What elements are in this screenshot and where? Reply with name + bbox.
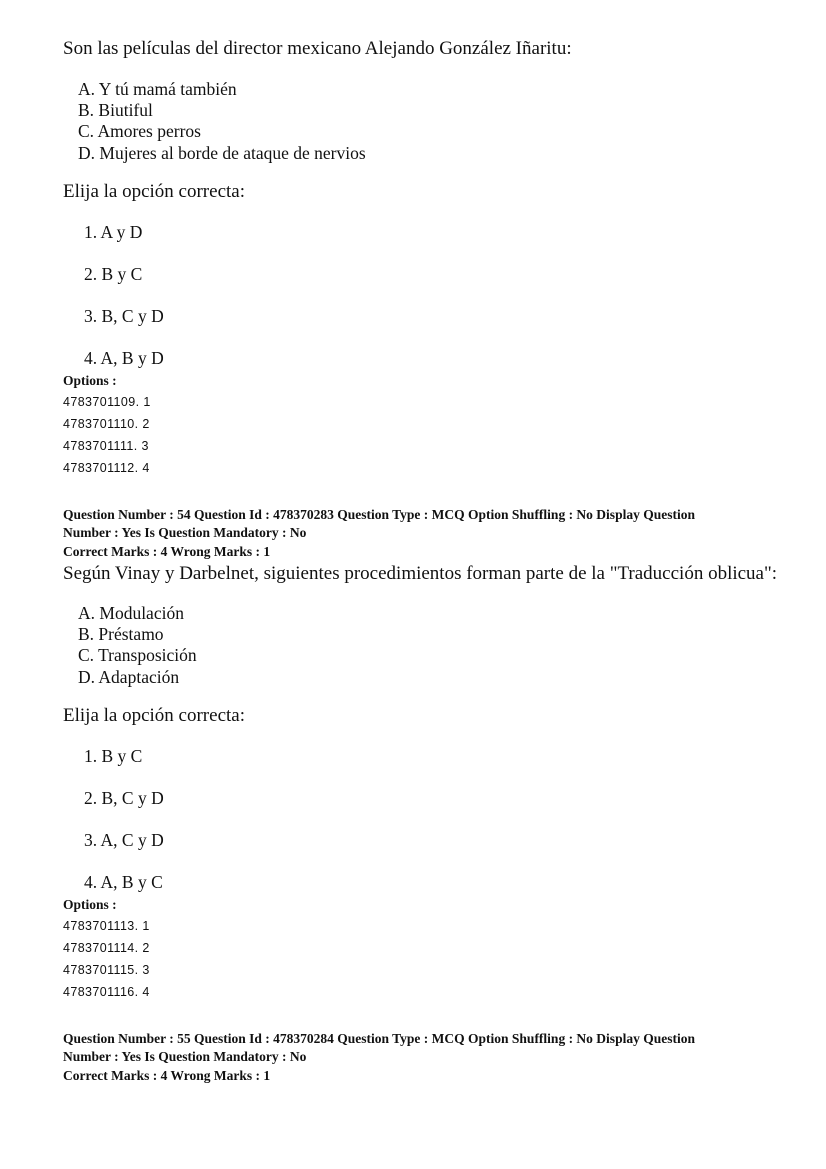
question-54-meta-line2: Number : Yes Is Question Mandatory : No (63, 525, 307, 540)
question-54-meta-line3: Correct Marks : 4 Wrong Marks : 1 (63, 544, 271, 559)
question-54-choice-3: 3. A, C y D (84, 830, 164, 850)
question-53-choice-2: 2. B y C (84, 264, 143, 284)
question-54-text: Según Vinay y Darbelnet, siguientes procedimientos forman parte de la "Traducción oblicua": (63, 563, 778, 584)
question-53-choice-4: 4. A, B y D (84, 348, 164, 368)
question-54-option-id-3: 4783701115. 3 (63, 963, 150, 977)
question-53-choice-1: 1. A y D (84, 222, 143, 242)
question-53-item-c: C. Amores perros (78, 121, 201, 141)
question-53-options-label: Options : (63, 373, 117, 388)
question-54-meta-line1: Question Number : 54 Question Id : 478370283 Question Type : MCQ Option Shuffling : No Display Question (63, 507, 695, 522)
question-53-text: Son las películas del director mexicano Alejando González Iñaritu: (63, 38, 572, 59)
question-53-choice-3: 3. B, C y D (84, 306, 164, 326)
question-55-meta-line3: Correct Marks : 4 Wrong Marks : 1 (63, 1068, 271, 1083)
question-54-item-a: A. Modulación (78, 603, 184, 623)
question-55-meta-line1: Question Number : 55 Question Id : 478370284 Question Type : MCQ Option Shuffling : No Display Question (63, 1031, 695, 1046)
question-54-options-label: Options : (63, 897, 117, 912)
question-53-option-id-3: 4783701111. 3 (63, 439, 149, 453)
question-54-item-c: C. Transposición (78, 645, 197, 665)
question-54-option-id-4: 4783701116. 4 (63, 985, 150, 999)
question-54-choice-4: 4. A, B y C (84, 872, 163, 892)
question-54-item-b: B. Préstamo (78, 624, 164, 644)
question-54-option-id-2: 4783701114. 2 (63, 941, 150, 955)
question-53-option-id-4: 4783701112. 4 (63, 461, 150, 475)
question-53-option-id-1: 4783701109. 1 (63, 395, 151, 409)
question-53-item-d: D. Mujeres al borde de ataque de nervios (78, 143, 366, 163)
question-53-item-b: B. Biutiful (78, 100, 153, 120)
question-54-choice-1: 1. B y C (84, 746, 143, 766)
question-53-instruction: Elija la opción correcta: (63, 181, 245, 202)
question-53-option-id-2: 4783701110. 2 (63, 417, 150, 431)
question-54-choice-2: 2. B, C y D (84, 788, 164, 808)
question-54-item-d: D. Adaptación (78, 667, 180, 687)
question-54-option-id-1: 4783701113. 1 (63, 919, 150, 933)
question-55-meta-line2: Number : Yes Is Question Mandatory : No (63, 1049, 307, 1064)
question-54-instruction: Elija la opción correcta: (63, 705, 245, 726)
question-53-item-a: A. Y tú mamá también (78, 79, 237, 99)
